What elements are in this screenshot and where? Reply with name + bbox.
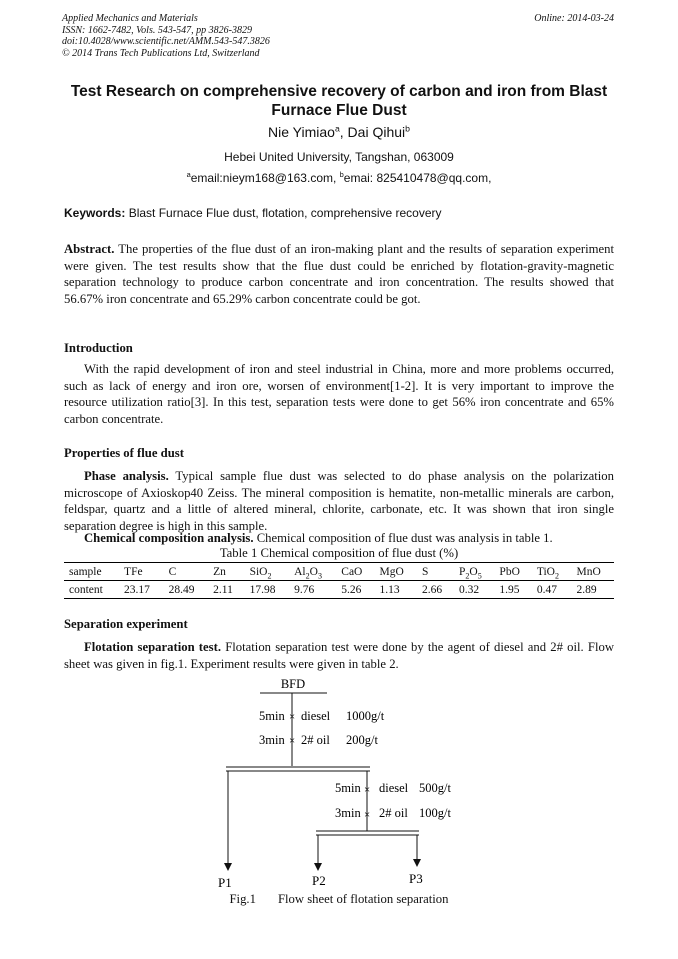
- header-text: MgO: [379, 565, 404, 578]
- stage2-time: 5min: [335, 781, 361, 795]
- subscript: 2: [267, 570, 272, 580]
- stage1-dose: 200g/t: [346, 733, 378, 747]
- chemical-analysis-paragraph: [64, 530, 614, 547]
- subscript: 2: [554, 570, 559, 580]
- header-text: S: [421, 565, 429, 578]
- product-label: P2: [312, 873, 326, 888]
- figure-number: Fig.1: [229, 892, 256, 906]
- author-name: Dai Qihui: [347, 124, 406, 140]
- header-text: CaO: [341, 565, 363, 578]
- reagent-mark-icon: ×: [364, 809, 371, 821]
- header-text: SiO: [249, 565, 268, 578]
- table-header-cell: [208, 563, 244, 581]
- chemical-analysis-text: Chemical composition of flue dust was analysis in table 1.: [253, 531, 553, 545]
- stage1-reagent: 2# oil: [301, 733, 330, 747]
- author-separator: ,: [339, 124, 348, 140]
- table-cell: 23.17: [119, 581, 164, 599]
- table-cell: 2.66: [417, 581, 454, 599]
- table-cell: 28.49: [164, 581, 209, 599]
- header-text: MnO: [576, 565, 601, 578]
- stage2-dose: 100g/t: [419, 806, 451, 820]
- keywords-text: Blast Furnace Flue dust, flotation, comprehensive recovery: [125, 206, 442, 220]
- header-text: Zn: [213, 565, 226, 578]
- copyright-line: © 2014 Trans Tech Publications Ltd, Switzerland: [62, 47, 260, 59]
- header-text: TFe: [124, 565, 143, 578]
- table-cell: 0.32: [454, 581, 494, 599]
- table-header-cell: [336, 563, 374, 581]
- stage1-reagent: diesel: [301, 709, 331, 723]
- stage1-dose: 1000g/t: [346, 709, 385, 723]
- table-caption: Table 1 Chemical composition of flue dust (%): [219, 546, 459, 560]
- online-date: Online: 2014-03-24: [534, 13, 614, 24]
- affiliation: Hebei United University, Tangshan, 063009: [224, 150, 454, 164]
- table-header-cell: [532, 563, 572, 581]
- table-header-cell: [245, 563, 290, 581]
- phase-analysis-label: Phase analysis.: [84, 469, 169, 483]
- header-text: O: [469, 565, 478, 578]
- feed-label: BFD: [280, 677, 306, 691]
- stage2-dose: 500g/t: [419, 781, 451, 795]
- subscript: 2: [305, 570, 310, 580]
- header-text: Al: [294, 565, 306, 578]
- author-list: [62, 124, 616, 140]
- table-header-cell: [164, 563, 209, 581]
- subscript: 3: [317, 570, 322, 580]
- abstract-text: The properties of the flue dust of an iron-making plant and the results of separation experiment were given. The test results show that the flue dust could be enriched by flotation-gravity-magnetic separation technology to produce carbon concentrate and iron concentration. The results showed that 56.67% iron concentrate and 65.29% carbon concentrate could be got.: [64, 242, 614, 306]
- keywords: [64, 206, 442, 220]
- stage2-reagent: diesel: [379, 781, 409, 795]
- figure-caption-text: Flow sheet of flotation separation: [277, 892, 449, 906]
- table-cell: 5.26: [336, 581, 374, 599]
- product-label: P1: [218, 875, 232, 890]
- table-cell: 0.47: [532, 581, 572, 599]
- affiliation-mark: b: [405, 123, 410, 134]
- email-a: email:nieym168@163.com,: [190, 171, 340, 185]
- stage2-reagent: 2# oil: [379, 806, 408, 820]
- header-text: O: [309, 565, 318, 578]
- reagent-mark-icon: ×: [364, 784, 371, 796]
- email-b: emai: 825410478@qq.com,: [343, 171, 492, 185]
- email-line: [62, 171, 616, 185]
- issn-line: ISSN: 1662-7482, Vols. 543-547, pp 3826-3829: [62, 24, 252, 36]
- phase-analysis-text: Typical sample flue dust was selected to do phase analysis on the polarization microscope of Axioskop40 Zeiss. The mineral composition is hematite, non-metallic minerals are carbon, feldspar, quartz and a little of altered mineral, chlorite, carbonate, etc. It was shown that iron single separation degree is high in this sample.: [64, 469, 614, 533]
- product-label: P3: [409, 871, 423, 886]
- flotation-text: Flotation separation test were done by the agent of diesel and 2# oil. Flow sheet was given in fig.1. Experiment results were given in table 2.: [64, 640, 614, 671]
- author-name: Nie Yimiao: [268, 124, 335, 140]
- table-header-cell: [119, 563, 164, 581]
- table-header-cell: [375, 563, 417, 581]
- table-cell: 2.89: [571, 581, 614, 599]
- table-header-cell: [494, 563, 531, 581]
- table-header-cell: [64, 563, 119, 581]
- subscript: 5: [477, 570, 482, 580]
- abstract-label: Abstract.: [64, 242, 115, 256]
- header-text: C: [168, 565, 177, 578]
- abstract: [64, 241, 614, 307]
- table-row: [64, 581, 614, 599]
- table-cell: 1.13: [375, 581, 417, 599]
- header-text: P: [458, 565, 466, 578]
- subscript: 2: [465, 570, 470, 580]
- journal-name: Applied Mechanics and Materials: [62, 13, 198, 24]
- header-text: TiO: [536, 565, 555, 578]
- section-heading: Introduction: [64, 341, 133, 355]
- section-heading: Separation experiment: [64, 617, 188, 631]
- keywords-label: Keywords:: [64, 206, 126, 220]
- figure-caption: [64, 892, 614, 907]
- table-row-label: content: [64, 581, 119, 599]
- flotation-paragraph: [64, 639, 614, 672]
- reagent-mark-icon: ×: [289, 735, 296, 747]
- table-header-row: [64, 563, 614, 581]
- table-header-cell: [289, 563, 336, 581]
- flow-sheet-diagram: [200, 674, 480, 890]
- table-header-cell: [454, 563, 494, 581]
- table-header-cell: [571, 563, 614, 581]
- stage1-time: 5min: [259, 709, 285, 723]
- table-cell: 1.95: [494, 581, 531, 599]
- chemical-analysis-label: Chemical composition analysis.: [84, 531, 254, 545]
- affiliation-mark: b: [339, 170, 344, 179]
- header-text: sample: [69, 565, 102, 578]
- stage2-time: 3min: [335, 806, 361, 820]
- affiliation-mark: a: [334, 123, 340, 134]
- table-cell: 9.76: [289, 581, 336, 599]
- running-header: [62, 13, 270, 59]
- affiliation-mark: a: [186, 170, 191, 179]
- table-header-cell: [417, 563, 454, 581]
- paper-title: Test Research on comprehensive recovery of carbon and iron from Blast Furnace Flue Dust: [70, 83, 608, 119]
- phase-analysis-paragraph: [64, 468, 614, 534]
- section-heading: Properties of flue dust: [64, 446, 184, 460]
- table-cell: 2.11: [208, 581, 244, 599]
- table-cell: 17.98: [245, 581, 290, 599]
- intro-paragraph: With the rapid development of iron and steel industrial in China, more and more problems occurred, such as lack of energy and iron ore, worsen of environment[1-2]. It is very important to improve the resource utilization ratio[3]. In this test, separation tests were done to get 56% iron concentrate and 65% carbon concentrate.: [64, 362, 614, 426]
- composition-table: [64, 562, 614, 599]
- flotation-label: Flotation separation test.: [84, 640, 221, 654]
- doi-line: doi:10.4028/www.scientific.net/AMM.543-547.3826: [62, 36, 270, 47]
- reagent-mark-icon: ×: [289, 711, 296, 723]
- stage1-time: 3min: [259, 733, 285, 747]
- header-text: PbO: [499, 565, 520, 578]
